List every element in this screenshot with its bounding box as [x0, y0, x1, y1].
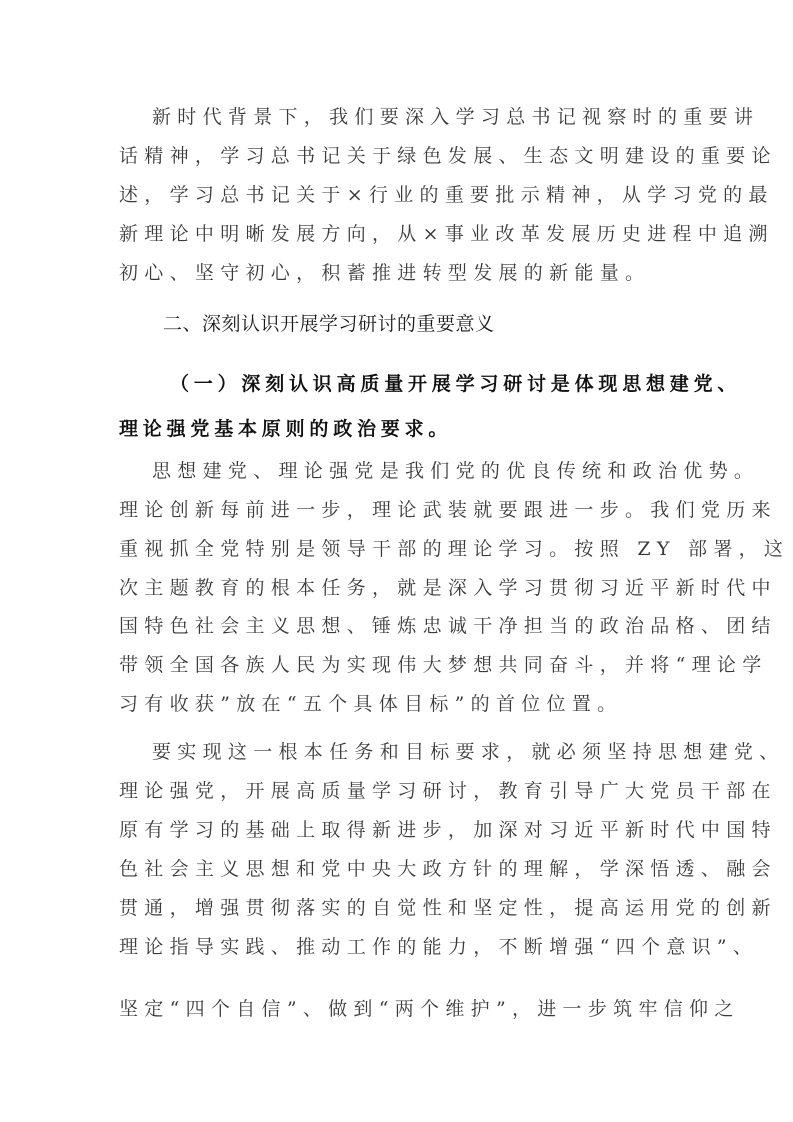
subsection-heading-line: （一）深刻认识高质量开展学习研讨是体现思想建党、	[170, 373, 742, 395]
paragraph-line: 贯通，增强贯彻落实的自觉性和坚定性，提高运用党的创新	[119, 897, 777, 919]
paragraph-line: 要实现这一根本任务和目标要求，就必须坚持思想建党、	[152, 741, 785, 763]
paragraph-line: 原有学习的基础上取得新进步，加深对习近平新时代中国特	[119, 819, 777, 841]
paragraph-line: 理论指导实践、推动工作的能力，不断增强“四个意识”、	[119, 936, 759, 958]
paragraph-line: 理论强党，开展高质量学习研讨，教育引导广大党员干部在	[119, 780, 777, 802]
paragraph-line: 次主题教育的根本任务，就是深入学习贯彻习近平新时代中	[119, 577, 777, 599]
paragraph-line: 初心、坚守初心，积蓄推进转型发展的新能量。	[119, 262, 651, 284]
paragraph-line: 带领全国各族人民为实现伟大梦想共同奋斗，并将“理论学	[119, 654, 768, 676]
section-heading: 二、深刻认识开展学习研讨的重要意义	[163, 313, 495, 335]
paragraph-line: 习有收获”放在“五个具体目标”的首位位置。	[119, 693, 623, 715]
paragraph-line: 色社会主义思想和党中央大政方针的理解，学深悟透、融会	[119, 858, 777, 880]
paragraph-line: 述，学习总书记关于×行业的重要批示精神，从学习党的最	[119, 184, 774, 206]
paragraph-line: 话精神，学习总书记关于绿色发展、生态文明建设的重要论	[119, 145, 777, 167]
paragraph-line: 新时代背景下，我们要深入学习总书记视察时的重要讲	[152, 106, 760, 128]
paragraph-line: 理论创新每前进一步，理论武装就要跟进一步。我们党历来	[119, 499, 777, 521]
paragraph-line: 坚定“四个自信”、做到“两个维护”，进一步筑牢信仰之	[119, 998, 740, 1020]
subsection-heading-line: 理论强党基本原则的政治要求。	[119, 418, 453, 440]
paragraph-line: 国特色社会主义思想、锤炼忠诚干净担当的政治品格、团结	[119, 615, 777, 637]
paragraph-line: 新理论中明晰发展方向，从×事业改革发展历史进程中追溯	[119, 223, 774, 245]
paragraph-line: 思想建党、理论强党是我们党的优良传统和政治优势。	[152, 460, 760, 482]
paragraph-line: 重视抓全党特别是领导干部的理论学习。按照 ZY 部署，这	[119, 538, 790, 560]
